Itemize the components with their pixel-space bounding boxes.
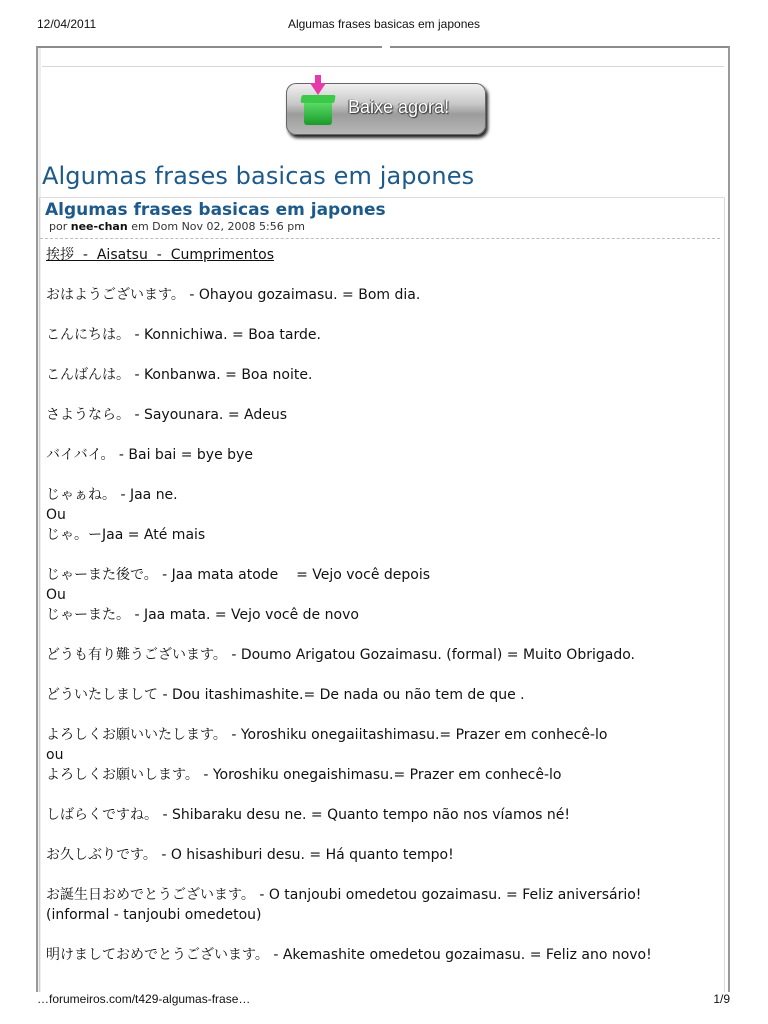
post-author-link[interactable]: nee-chan: [70, 220, 128, 233]
page-number: 1/9: [713, 992, 730, 1006]
section-heading: 挨拶 - Aisatsu - Cumprimentos: [46, 247, 274, 263]
blank-line: [46, 865, 716, 885]
blank-line: [46, 705, 716, 725]
post-title[interactable]: Algumas frases basicas em japones: [45, 200, 386, 220]
phrase-line: しばらくですね。 - Shibaraku desu ne. = Quanto tempo não nos víamos né!: [46, 807, 571, 823]
post-body: [46, 245, 716, 965]
page-title[interactable]: Algumas frases basicas em japones: [42, 162, 475, 190]
phrase-line: どういたしまして - Dou itashimashite.= De nada ou não tem de que .: [46, 687, 525, 703]
phrase-line: お誕生日おめでとうございます。 - O tanjoubi omedetou gozaimasu. = Feliz aniversário!: [46, 887, 642, 903]
phrase-line: Ou: [46, 507, 66, 523]
post-meta: [49, 220, 305, 233]
phrase-line: (informal - tanjoubi omedetou): [46, 907, 262, 923]
download-now-label: Baixe agora!: [348, 97, 450, 117]
blank-line: [46, 265, 716, 285]
phrase-line: おはようございます。 - Ohayou gozaimasu. = Bom dia.: [46, 287, 421, 303]
phrase-line: じゃぁね。 - Jaa ne.: [46, 487, 178, 503]
print-document-title: Algumas frases basicas em japones: [287, 17, 481, 31]
blank-line: [46, 665, 716, 685]
download-box-icon: [304, 101, 332, 125]
blank-line: [46, 825, 716, 845]
phrase-line: ou: [46, 747, 64, 763]
phrase-line: バイバイ。 - Bai bai = bye bye: [46, 447, 253, 463]
page-url: …forumeiros.com/t429-algumas-frase…: [37, 992, 251, 1006]
phrase-line: どうも有り難うございます。 - Doumo Arigatou Gozaimasu. (formal) = Muito Obrigado.: [46, 647, 635, 663]
phrase-line: じゃーまた。 - Jaa mata. = Vejo você de novo: [46, 607, 359, 623]
frame-divider: [42, 66, 724, 67]
phrase-line: Ou: [46, 587, 66, 603]
phrase-line: お久しぶりです。 - O hisashiburi desu. = Há quanto tempo!: [46, 847, 454, 863]
blank-line: [46, 305, 716, 325]
blank-line: [46, 785, 716, 805]
post-date: em Dom Nov 02, 2008 5:56 pm: [131, 220, 305, 233]
download-arrow-icon: [310, 83, 326, 95]
post-divider: [40, 238, 720, 239]
phrase-line: じゃーまた後で。 - Jaa mata atode = Vejo você depois: [46, 567, 431, 583]
phrase-line: さようなら。 - Sayounara. = Adeus: [46, 407, 288, 423]
phrase-line: じゃ。ーJaa = Até mais: [46, 527, 206, 543]
print-header: [0, 15, 768, 35]
blank-line: [46, 625, 716, 645]
post-meta-prefix: por: [49, 220, 68, 233]
blank-line: [46, 385, 716, 405]
print-date: 12/04/2011: [37, 17, 97, 31]
download-now-banner[interactable]: [286, 83, 486, 135]
blank-line: [46, 465, 716, 485]
phrase-line: よろしくお願いいたします。 - Yoroshiku onegaiitashimasu.= Prazer em conhecê-lo: [46, 727, 608, 743]
phrase-line: 明けましておめでとうございます。 - Akemashite omedetou gozaimasu. = Feliz ano novo!: [46, 947, 652, 963]
blank-line: [46, 545, 716, 565]
phrase-line: こんにちは。 - Konnichiwa. = Boa tarde.: [46, 327, 321, 343]
blank-line: [46, 925, 716, 945]
forum-post: [39, 197, 725, 992]
blank-line: [46, 425, 716, 445]
phrase-line: よろしくお願いします。 - Yoroshiku onegaishimasu.= Prazer em conhecê-lo: [46, 767, 562, 783]
print-footer: [0, 992, 768, 1012]
blank-line: [46, 345, 716, 365]
phrase-line: こんばんは。 - Konbanwa. = Boa noite.: [46, 367, 313, 383]
